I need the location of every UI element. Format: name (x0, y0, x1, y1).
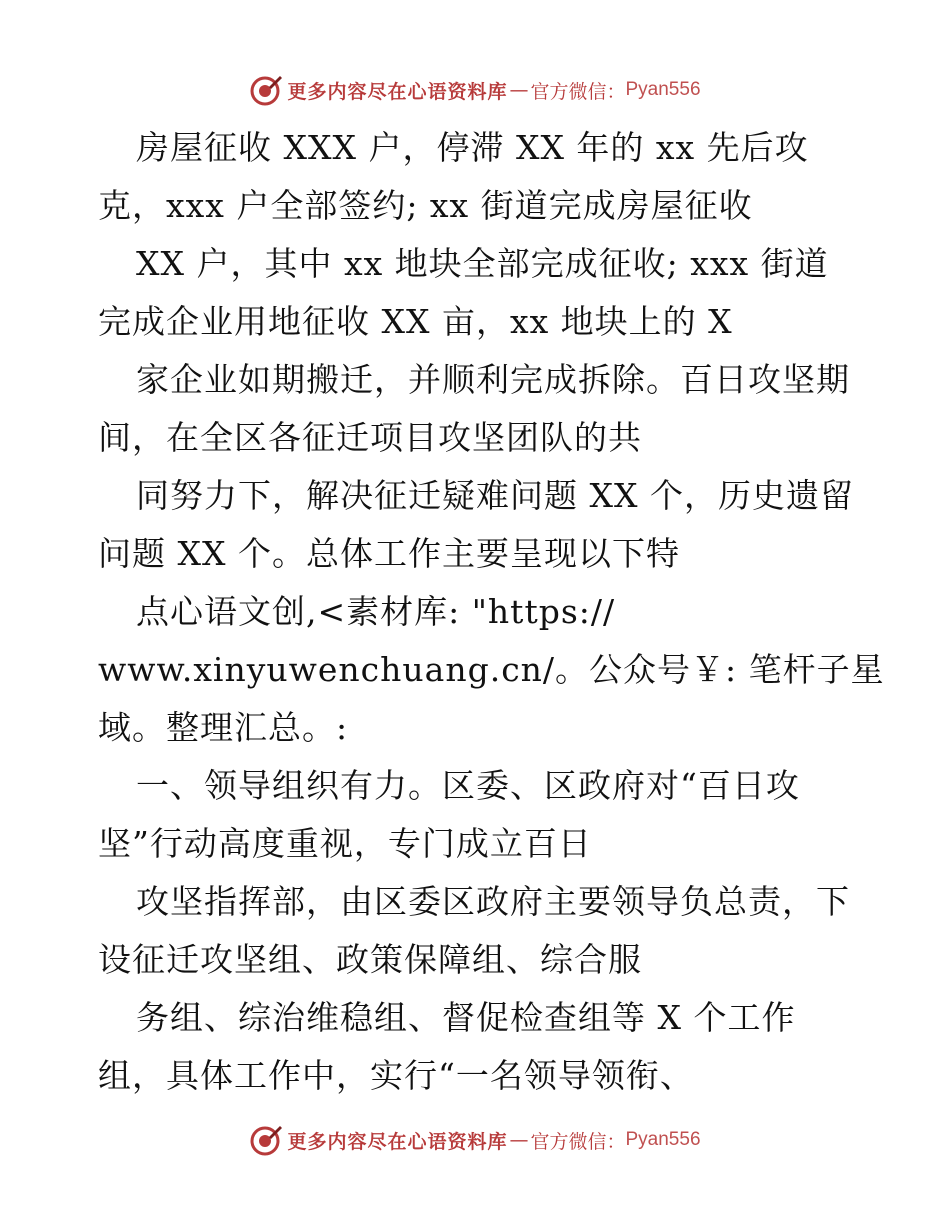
text-line: 设征迁攻坚组、政策保障组、综合服 (98, 940, 642, 979)
watermark-text: 更多内容尽在心语资料库 (287, 1130, 508, 1153)
watermark-dash: — (509, 1129, 529, 1151)
text-line: 务组、综治维稳组、督促检查组等 X 个工作 (136, 998, 796, 1037)
text-line: 间，在全区各征迁项目攻坚团队的共 (98, 418, 642, 457)
watermark-wechat-id: Pyan556 (625, 79, 701, 100)
watermark-dash: — (509, 79, 529, 101)
text-line: 完成企业用地征收 XX 亩，xx 地块上的 X (98, 302, 733, 341)
header-watermark (0, 70, 950, 110)
text-line: 组，具体工作中，实行“一名领导领衔、 (98, 1056, 694, 1095)
text-line: 克，xxx 户全部签约; xx 街道完成房屋征收 (98, 186, 753, 225)
text-line: 点心语文创,<素材库: "https:// (136, 592, 616, 631)
brush-logo-icon (249, 1123, 283, 1157)
text-line: 房屋征收 XXX 户，停滞 XX 年的 xx 先后攻 (136, 128, 809, 167)
watermark-official-label: 官方微信： (530, 1130, 626, 1153)
text-line: 问题 XX 个。总体工作主要呈现以下特 (98, 534, 680, 573)
text-line: 一、领导组织有力。区委、区政府对“百日攻 (136, 766, 800, 805)
text-line: XX 户，其中 xx 地块全部完成征收; xxx 街道 (136, 244, 829, 283)
footer-watermark (0, 1120, 950, 1160)
text-line: www.xinyuwenchuang.cn/。公众号￥: 笔杆子星 (98, 650, 885, 689)
text-line: 攻坚指挥部，由区委区政府主要领导负总责，下 (136, 882, 850, 921)
text-line: 家企业如期搬迁，并顺利完成拆除。百日攻坚期 (136, 360, 850, 399)
text-line: 坚”行动高度重视，专门成立百日 (98, 824, 592, 863)
watermark-official-label: 官方微信： (530, 80, 626, 103)
text-line: 同努力下，解决征迁疑难问题 XX 个，历史遗留 (136, 476, 854, 515)
watermark-text: 更多内容尽在心语资料库 (287, 80, 508, 103)
text-line: 域。整理汇总。: (98, 708, 349, 747)
watermark-wechat-id: Pyan556 (625, 1129, 701, 1150)
brush-logo-icon (249, 73, 283, 107)
